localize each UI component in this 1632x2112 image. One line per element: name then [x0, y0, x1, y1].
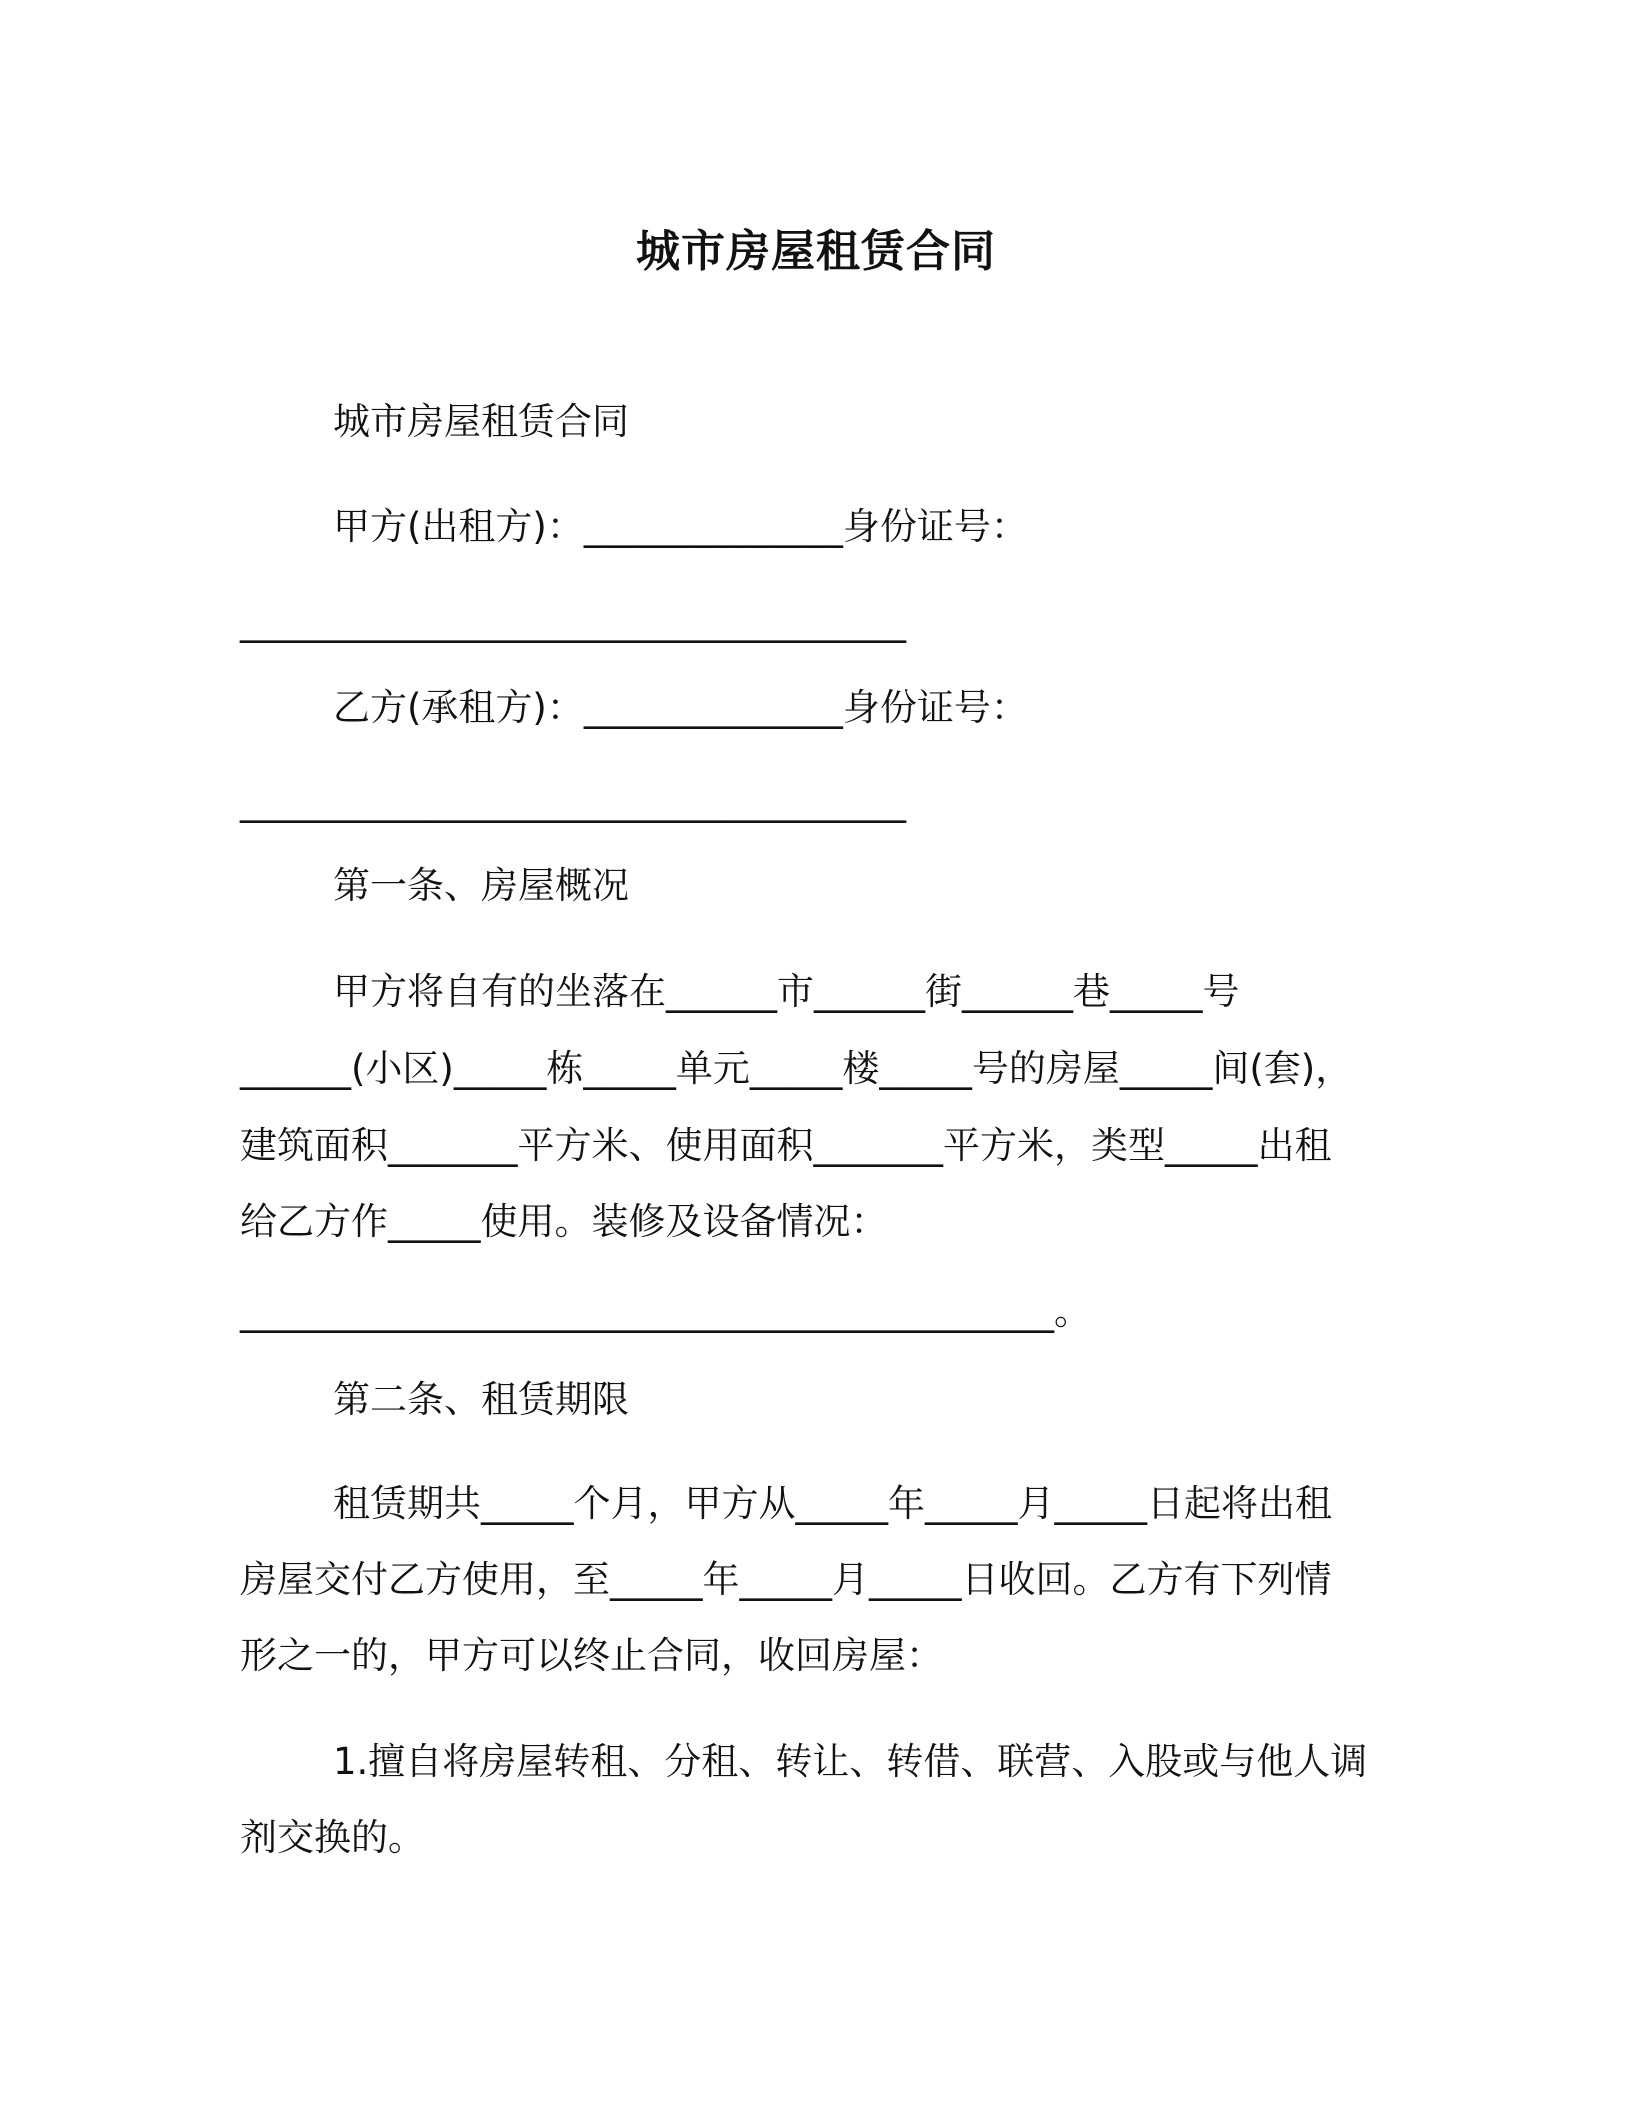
article-2-heading: 第二条、租赁期限: [333, 1378, 629, 1421]
clause-1-line-1: 1.擅自将房屋转租、分租、转让、转借、联营、入股或与他人调: [333, 1740, 1368, 1783]
article-1-text-line-1: 甲方将自有的坐落在______市______街______巷_____号: [333, 970, 1240, 1013]
article-2-text-line-1: 租赁期共_____个月，甲方从_____年_____月_____日起将出租: [333, 1482, 1332, 1525]
article-1-text-line-4: 给乙方作_____使用。装修及设备情况：: [240, 1200, 888, 1243]
contract-heading: 城市房屋租赁合同: [333, 400, 629, 443]
article-1-heading: 第一条、房屋概况: [333, 864, 629, 907]
party-a-line: 甲方(出租方)：______________身份证号：: [333, 505, 1028, 548]
article-1-text-line-2: ______(小区)_____栋_____单元_____楼_____号的房屋_____间(套)，: [240, 1047, 1353, 1090]
party-b-line: 乙方(承租方)：______________身份证号：: [333, 686, 1028, 729]
party-b-id-blank: ____________________________________: [240, 780, 906, 823]
party-a-id-blank: ____________________________________: [240, 600, 906, 643]
article-1-text-line-5: ____________________________________________。: [240, 1290, 1091, 1333]
article-2-text-line-3: 形之一的，甲方可以终止合同，收回房屋：: [240, 1634, 943, 1677]
document-title: 城市房屋租赁合同: [636, 226, 996, 277]
clause-1-line-2: 剂交换的。: [240, 1816, 425, 1859]
article-1-text-line-3: 建筑面积_______平方米、使用面积_______平方米，类型_____出租: [240, 1124, 1332, 1167]
article-2-text-line-2: 房屋交付乙方使用，至_____年_____月_____日收回。乙方有下列情: [240, 1558, 1332, 1601]
